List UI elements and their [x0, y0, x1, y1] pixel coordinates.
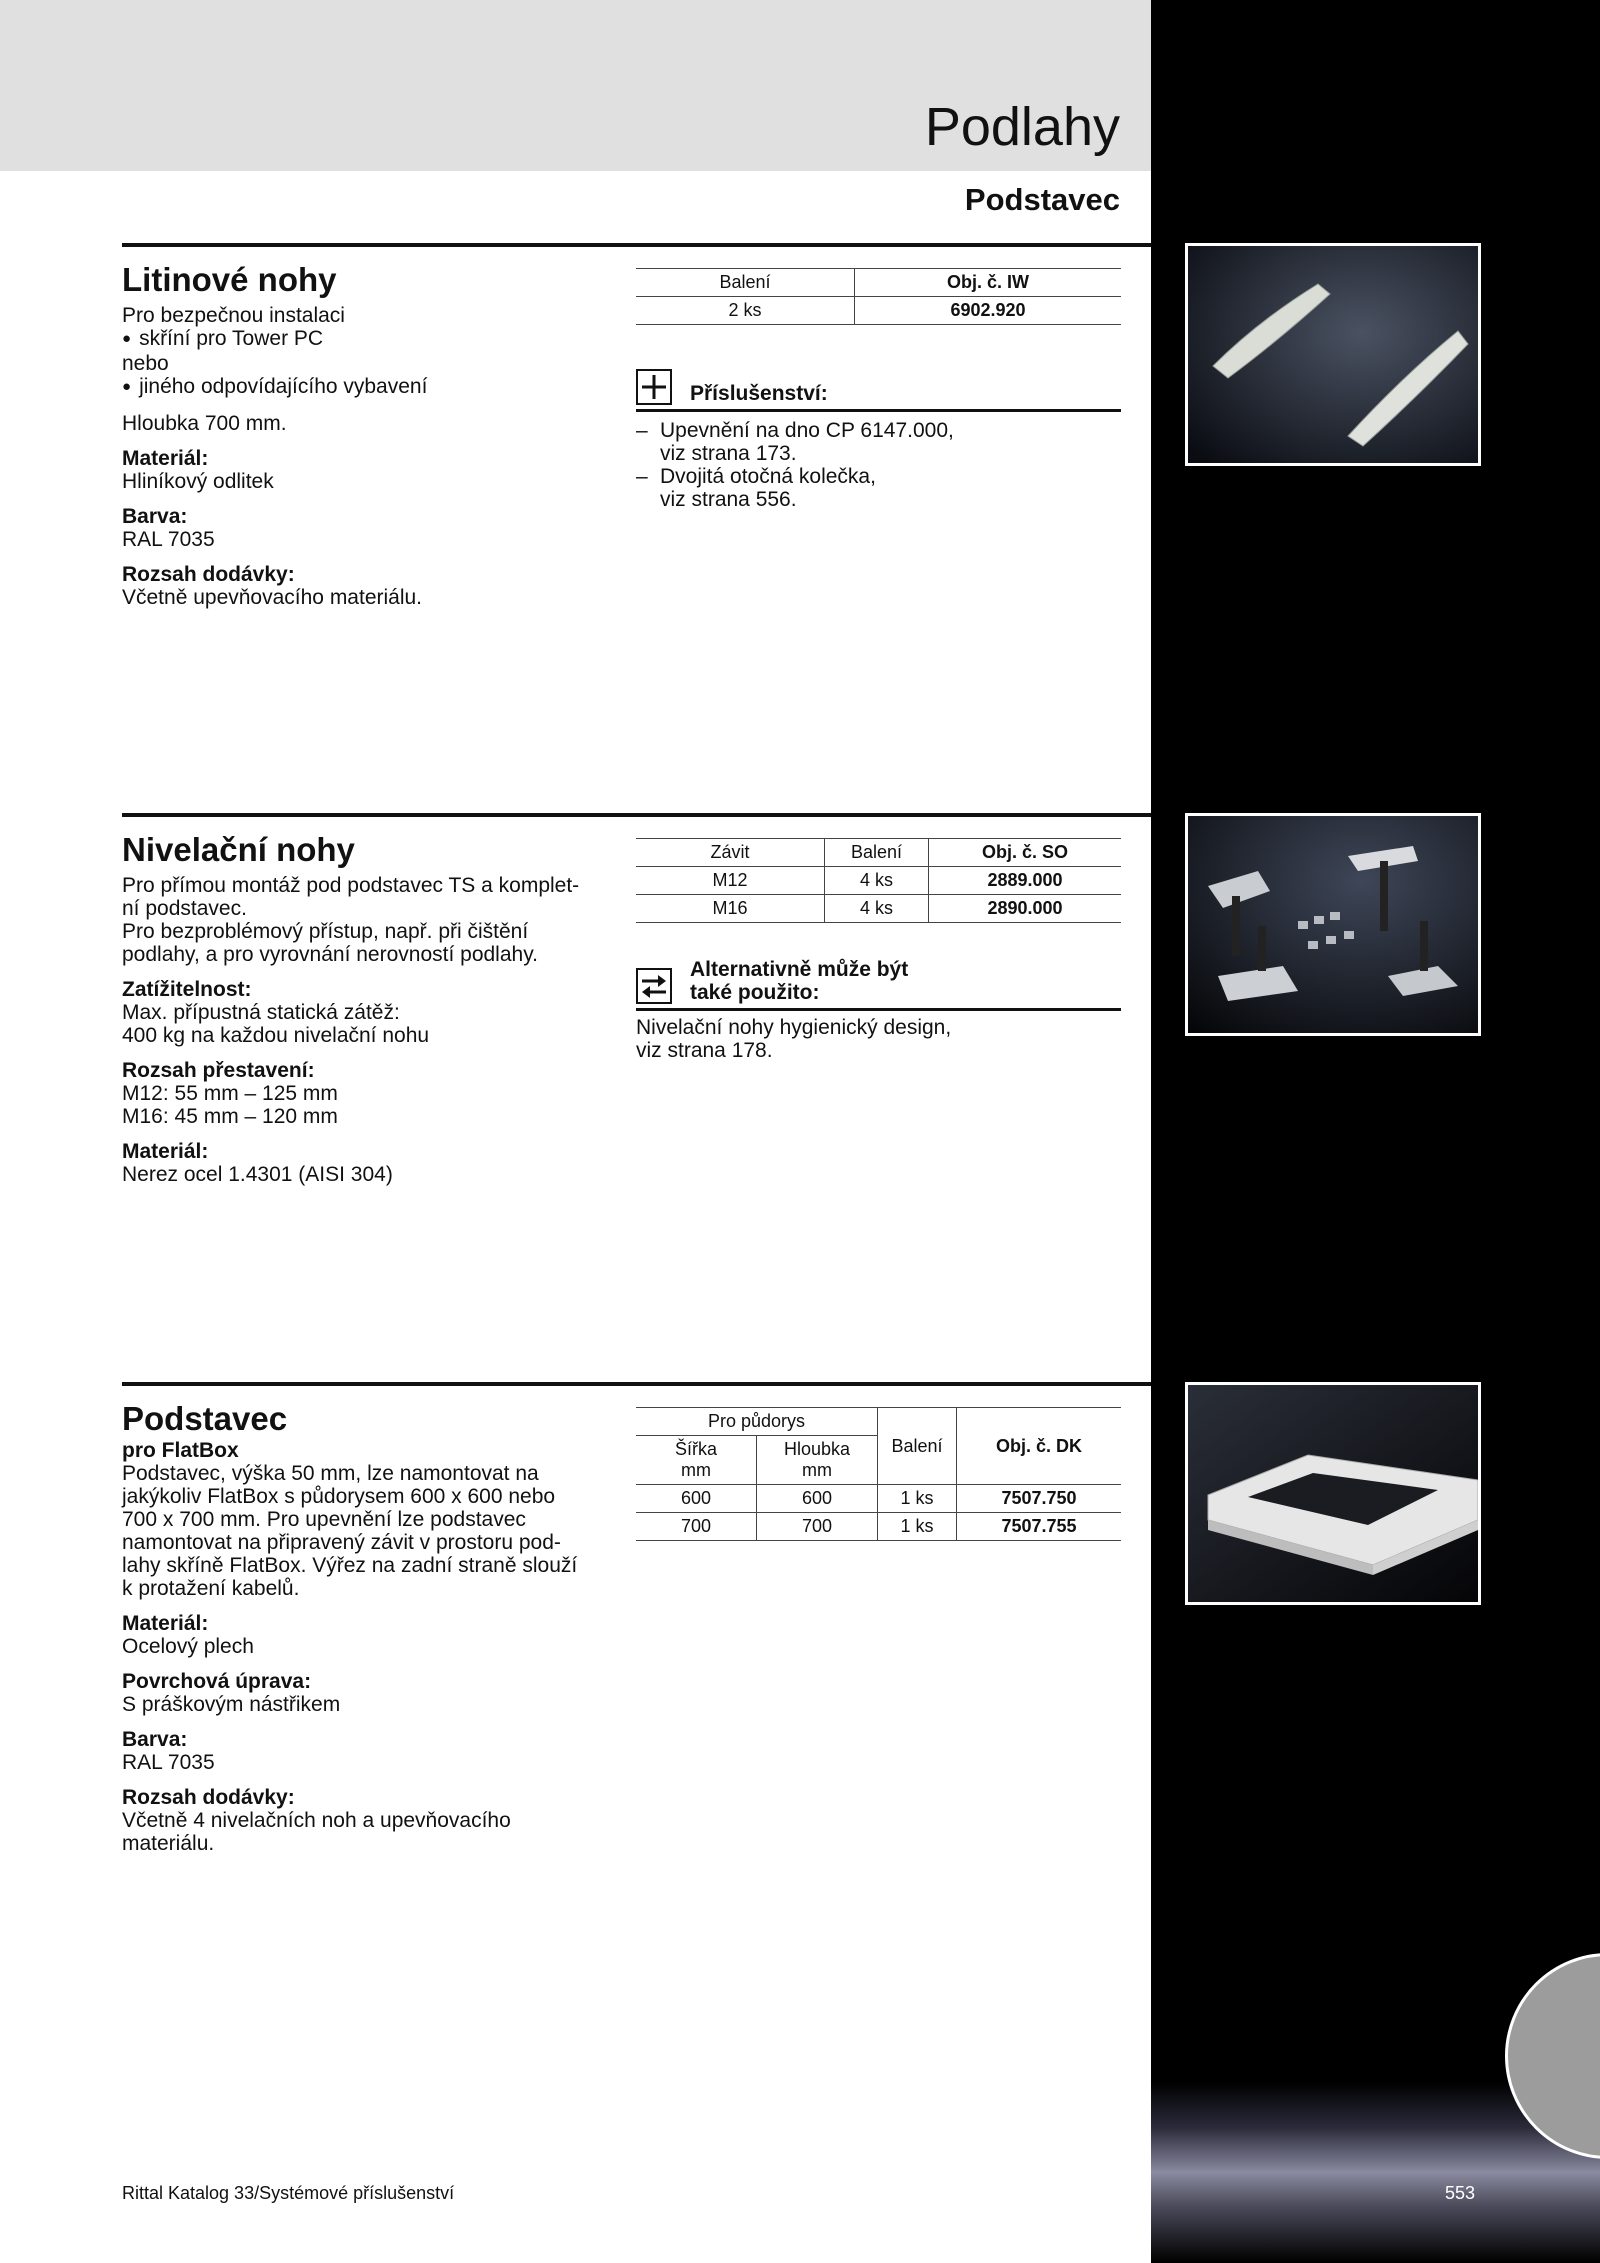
text-line: k protažení kabelů.: [122, 1577, 300, 1600]
table-row: [636, 895, 1121, 923]
text-line: Podstavec, výška 50 mm, lze namontovat na: [122, 1462, 539, 1485]
accessories-list: [636, 419, 1121, 511]
text-line: ní podstavec.: [122, 897, 247, 920]
table-cell: 2889.000: [929, 867, 1122, 895]
section-title: Litinové nohy: [122, 261, 337, 298]
swap-arrows-icon: [636, 968, 672, 1004]
table-cell: 7507.755: [957, 1513, 1122, 1541]
prop-value: M16: 45 mm – 120 mm: [122, 1105, 338, 1128]
list-item-line: – Dvojitá otočná kolečka,: [660, 465, 876, 488]
text-line: Pro bezpečnou instalaci: [122, 304, 345, 327]
table-subheader-line: Hloubka: [783, 1439, 851, 1459]
page-number: 553: [1445, 2183, 1476, 2203]
prop-label: Materiál:: [122, 447, 209, 470]
section-title: Podstavec: [122, 1400, 288, 1437]
table-header: Balení: [636, 269, 855, 297]
prop-value: RAL 7035: [122, 1751, 215, 1774]
accessories-title: Příslušenství:: [690, 382, 828, 405]
prop-value: M12: 55 mm – 125 mm: [122, 1082, 338, 1105]
section-nivelacni-nohy: [122, 832, 602, 1186]
table-header: Balení: [825, 839, 929, 867]
bullet-item: ● jiného odpovídajícího vybavení: [122, 375, 602, 400]
alternative-title: [690, 958, 1121, 1008]
text-line: lahy skříně FlatBox. Výřez na zadní straně slouží: [122, 1554, 578, 1577]
alternative-title-line: také použito:: [690, 981, 820, 1004]
section-subtitle: pro FlatBox: [122, 1439, 239, 1462]
text-line: namontovat na připravený závit v prostoru pod-: [122, 1531, 561, 1554]
table-subheader: [757, 1436, 878, 1485]
table-row: [636, 1513, 1121, 1541]
prop-label: Zatížitelnost:: [122, 978, 252, 1001]
section-podstavec: [122, 1401, 602, 1855]
table-cell: 4 ks: [825, 895, 929, 923]
section-litinove-nohy: [122, 262, 602, 609]
table-cell: 1 ks: [878, 1485, 957, 1513]
text-line: jakýkoliv FlatBox s půdorysem 600 x 600 nebo: [122, 1485, 556, 1508]
section-title: Nivelační nohy: [122, 831, 355, 868]
prop-label: Povrchová úprava:: [122, 1670, 312, 1693]
bullet-item: ● skříní pro Tower PC: [122, 327, 602, 352]
product-photo-base-frame: [1185, 1382, 1481, 1605]
table-cell: 600: [757, 1485, 878, 1513]
prop-value: materiálu.: [122, 1832, 215, 1855]
prop-label: Barva:: [122, 1728, 188, 1751]
text-line: Nivelační nohy hygienický design,: [636, 1016, 952, 1039]
table-subheader: [636, 1436, 757, 1485]
accessories-header: [636, 368, 1121, 412]
prop-value: Max. přípustná statická zátěž:: [122, 1001, 400, 1024]
prop-label: Rozsah dodávky:: [122, 563, 295, 586]
list-item: [636, 465, 1121, 511]
order-table: [636, 1407, 1121, 1541]
table-cell: 4 ks: [825, 867, 929, 895]
footer-catalog: Rittal Katalog 33/Systémové příslušenství: [122, 2183, 455, 2203]
prop-value: S práškovým nástřikem: [122, 1693, 341, 1716]
plus-icon: [636, 369, 672, 405]
prop-value: Hliníkový odlitek: [122, 470, 274, 493]
prop-label: Rozsah přestavení:: [122, 1059, 315, 1082]
prop-value: Včetně upevňovacího materiálu.: [122, 586, 423, 609]
prop-value: RAL 7035: [122, 528, 215, 551]
table-header: Závit: [636, 839, 825, 867]
prop-label: Materiál:: [122, 1140, 209, 1163]
table-header: Balení: [878, 1408, 957, 1485]
order-table: [636, 838, 1121, 923]
table-header: Obj. č. IW: [855, 269, 1122, 297]
prop-value: Nerez ocel 1.4301 (AISI 304): [122, 1163, 393, 1186]
list-item-line: viz strana 173.: [660, 442, 797, 465]
list-item: [636, 419, 1121, 465]
order-table: [636, 268, 1121, 325]
table-cell: 600: [636, 1485, 757, 1513]
table-row: [636, 867, 1121, 895]
alternative-body: [636, 1016, 1121, 1062]
table-header: Obj. č. DK: [957, 1408, 1122, 1485]
table-cell: 700: [757, 1513, 878, 1541]
page-subtitle: Podstavec: [964, 182, 1120, 217]
text-line: Pro bezproblémový přístup, např. při čištění: [122, 920, 529, 943]
table-group-header: Pro půdorys: [636, 1408, 878, 1436]
table-cell: 2 ks: [636, 297, 855, 325]
table-row: [636, 1485, 1121, 1513]
alternative-header: [636, 958, 1121, 1011]
prop-value: Včetně 4 nivelačních noh a upevňovacího: [122, 1809, 511, 1832]
list-item-line: – Upevnění na dno CP 6147.000,: [660, 419, 954, 442]
text-line: podlahy, a pro vyrovnání nerovností podlahy.: [122, 943, 538, 966]
section-rule: [122, 1382, 1151, 1386]
product-photo-leveling-feet: [1185, 813, 1481, 1036]
product-photo-cast-feet: [1185, 243, 1481, 466]
table-cell: 2890.000: [929, 895, 1122, 923]
section-rule: [122, 813, 1151, 817]
table-cell: 7507.750: [957, 1485, 1122, 1513]
prop-label: Barva:: [122, 505, 188, 528]
table-cell: M16: [636, 895, 825, 923]
text-line: nebo: [122, 352, 169, 375]
table-subheader-line: Šířka: [674, 1439, 717, 1459]
prop-label: Materiál:: [122, 1612, 209, 1635]
depth-text: Hloubka 700 mm.: [122, 412, 287, 435]
section-rule: [122, 243, 1151, 247]
table-cell: 6902.920: [855, 297, 1122, 325]
table-subheader-line: mm: [802, 1460, 832, 1480]
alternative-title-line: Alternativně může být: [690, 958, 909, 981]
page-title: Podlahy: [924, 97, 1120, 157]
table-cell: M12: [636, 867, 825, 895]
text-line: viz strana 178.: [636, 1039, 773, 1062]
table-row: [636, 297, 1121, 325]
prop-value: Ocelový plech: [122, 1635, 254, 1658]
text-line: 700 x 700 mm. Pro upevnění lze podstavec: [122, 1508, 526, 1531]
prop-label: Rozsah dodávky:: [122, 1786, 295, 1809]
list-item-line: viz strana 556.: [660, 488, 797, 511]
table-cell: 700: [636, 1513, 757, 1541]
text-line: Pro přímou montáž pod podstavec TS a komplet-: [122, 874, 580, 897]
table-subheader-line: mm: [681, 1460, 711, 1480]
prop-value: 400 kg na každou nivelační nohu: [122, 1024, 430, 1047]
table-header: Obj. č. SO: [929, 839, 1122, 867]
table-cell: 1 ks: [878, 1513, 957, 1541]
